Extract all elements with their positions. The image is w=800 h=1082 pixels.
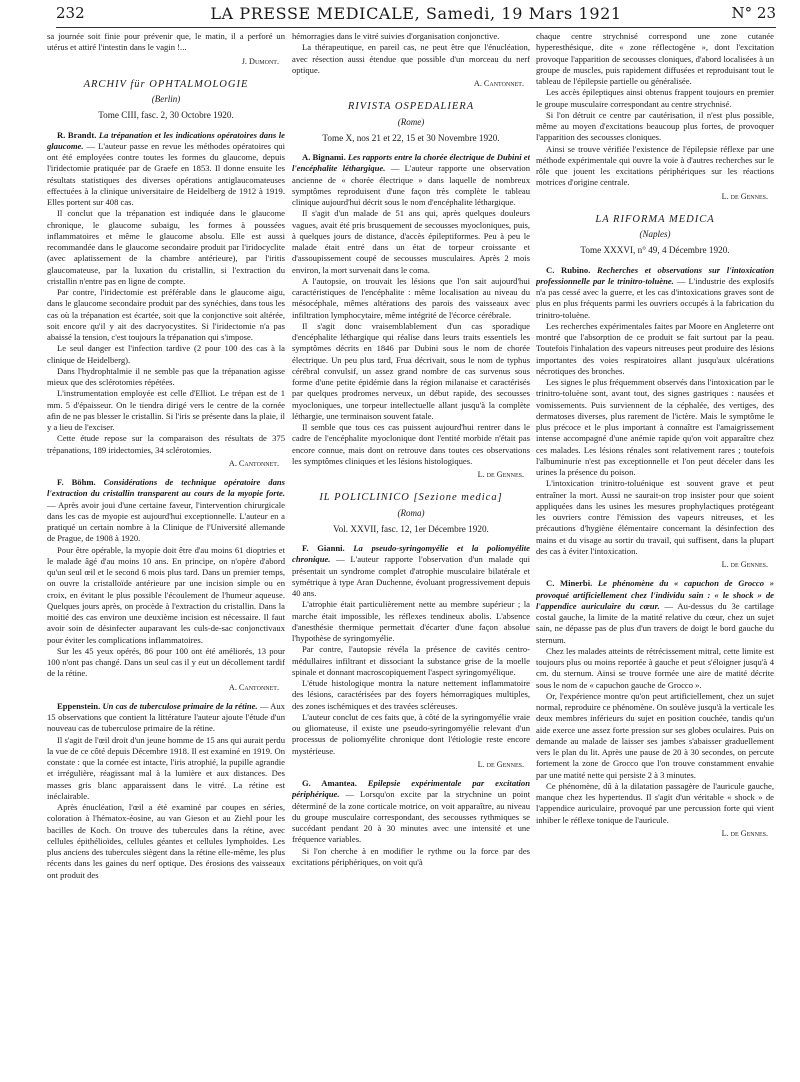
article-paragraph: Ce phénomène, dû à la dilatation passagère de l'auricule gauche, manque chez les hypertendus. Il s'agit d'un véritable « shock » de l'appendice auriculaire, provoqué par une percussion forte qui vient inhiber le réflexe tonique de l'auricule. [536, 780, 774, 825]
article-title: Un cas de tuberculose primaire de la rétine. [102, 700, 258, 711]
article-author: Eppenstein. [57, 700, 101, 711]
article-title: La trépanation et les indications opératoires dans le glaucome. [47, 129, 285, 151]
continued-paragraph: hémorragies dans le vitré suivies d'organisation conjonctive. [292, 31, 500, 41]
article-text: — Aux 15 observations que contient la littérature l'auteur ajoute l'étude d'un nouveau cas de tuberculose primaire de la rétine. [47, 700, 285, 734]
journal-title: IL POLICLINICO [Sezione medica] [319, 492, 503, 504]
signature: L. de Gennes. [721, 828, 768, 838]
article-lead [292, 152, 530, 208]
article-paragraph: Sur les 45 yeux opérés, 86 pour 100 ont été améliorés, 13 pour 100 n'ont pas changé. Dans un seul cas il y eut un décollement tardif de la rétine. [47, 645, 285, 679]
article-paragraph: Il semble que tous ces cas puissent aujourd'hui rentrer dans le cadre de l'encéphalite myoclonique dont l'entité morbide n'était pas encore connue, mais dont on retrouve dans toutes ces observations les symptômes cliniques et les lésions histologiques. [292, 422, 530, 466]
article-paragraph: La thérapeutique, en pareil cas, ne peut être que l'énucléation, avec résection aussi étendue que possible d'un morceau du nerf optique. [292, 42, 530, 75]
article-author: G. Amantea. [302, 778, 357, 788]
article-title: Recherches et observations sur l'intoxication professionnelle par le trinitro-toluène. [536, 264, 774, 286]
signature: J. Dumont. [241, 56, 279, 66]
journal-city: (Rome) [397, 116, 425, 127]
article-lead [47, 701, 285, 735]
journal-title: RIVISTA OSPEDALIERA [347, 101, 475, 113]
running-title: LA PRESSE MEDICALE, Samedi, 19 Mars 1921 [210, 4, 622, 23]
article-paragraph: Il s'agit donc vraisemblablement d'un cas sporadique d'encéphalite léthargique qui réalise dans leurs traits essentiels les symptômes décrits en 1846 par Dubini sous le nom de chorée électrique. Un peu plus tard, Frua décrivait, sous le nom de typhus cérébral convulsif, un assez grand nombre de cas survenus sous forme d'une petite épidémie dans la région milanaise et caractérisés par quelques prodromes nerveux, un début rapide, des secousses myocloniques, une torpeur intellectuelle allant jusqu'à la complète léthargie, une terminaison souvent fatale. [292, 320, 530, 421]
issue-number: N° 23 [731, 4, 776, 22]
article-paragraph: Chez les malades atteints de rétrécissement mitral, cette limite est toujours plus ou moins reportée à gauche et peut s'éloigner jusqu'à 4 cm. du sternum. Ainsi se trouve formée une aire de matité décrite sous le nom de « capuchon gauche de Grocco ». [536, 645, 774, 690]
article-paragraph: Il s'agit de l'œil droit d'un jeune homme de 15 ans qui aurait perdu la vue de ce côté depuis Décembre 1918. Il est examiné en 1919. On constate : que la cornée est intacte, l'iris atrophié, la pupille agrandie et irrégulière, réagissant mal à la lumière et aux distances. Des masses gris blanc apparaissent dans le vitré. La rétine est inéclairable. [47, 734, 285, 801]
article-paragraph: Il conclut que la trépanation est indiquée dans le glaucome chronique, le glaucome subaigu, les formes à poussées inflammatoires et même le glaucome absolu. Elle est aussi recommandée dans le glaucome secondaire produit par l'iridocyclite (avec aplatissement de la chambre antérieure), par l'iritis glaucomateuse, par la luxation du cristallin, si l'extraction du cristallin n'entre pas en ligne de compte. [47, 208, 285, 286]
article [536, 265, 774, 571]
signature: A. Cantonnet. [228, 682, 279, 692]
journal-issue: Tome XXXVI, n° 49, 4 Décembre 1920. [580, 245, 730, 256]
article-paragraph: L'intoxication trinitro-toluénique est souvent grave et peut entraîner la mort. Aussi ne saurait-on trop insister pour que soient appliquées dans les usines les mesures prophylactiques protégeant les ouvriers contre l'émission des vapeurs nitreuses, et les précautions d'hygiène élémentaire concernant la désinfection des mains et du visage au sortir du travail, qui suffisent, dans la plupart des cas à éviter l'intoxication. [536, 478, 774, 556]
article-paragraph: Après énucléation, l'œil a été examiné par coupes en séries, coloration à l'hématox-éosine, au van Gieson et au Ziehl pour les bacilles de Koch. On trouve des tubercules dans la rétine, avec cellules épithélioïdes, cellules géantes et cellules lymphoïdes. Les plus anciens des tubercules siègent dans la rétine elle-même, les plus récents dans les gaines du nerf optique. Des érosions des vaisseaux ont produit des [47, 802, 285, 880]
article-paragraph: L'étude histologique montra la nature nettement inflammatoire des lésions, caractérisées par des foyers hémorragiques multiples, des zones ischémiques et des travées scléreuses. [292, 678, 530, 711]
article-paragraph: Le seul danger est l'infection tardive (2 pour 100 des cas à la clinique de Heidelberg). [47, 343, 285, 365]
article-paragraph: L'auteur conclut de ces faits que, à côté de la syringomyélie vraie ou gliomateuse, il existe une pseudo-syringomyélie relevant d'un processus de poliomyélite chronique dont l'étiologie reste encore mystérieuse. [292, 711, 530, 756]
page-number: 232 [56, 4, 85, 22]
article-paragraph: Or, l'expérience montre qu'on peut artificiellement, chez un sujet normal, reproduire ce phénomène. On soulève jusqu'à la verticale les deux membres inférieurs du sujet en position couchée, tandis qu'un aide exerce une assez forte pression sur ses globes oculaires. Puis on demande au malade de laisser ses jambes s'abaisser graduellement vers le plan du lit. Après une pause de 20 à 30 secondes, on percute fortement la zone de Grocco que l'on trouve constamment envahie par une matité nette qui persiste 2 à 3 minutes. [536, 690, 774, 780]
article-title: Considérations de technique opératoire dans l'extraction du cristallin transparent au cours de la myopie forte. [47, 477, 285, 499]
article [292, 152, 530, 480]
article-lead [536, 265, 774, 321]
column-2 [292, 31, 530, 1077]
article [47, 130, 285, 470]
signature: L. de Gennes. [477, 759, 524, 769]
article-lead [47, 130, 285, 209]
journal-city: (Roma) [397, 507, 425, 518]
page-header [56, 4, 776, 26]
article-text: — L'industrie des explosifs n'a pas cessé avec la guerre, et les cas d'intoxications graves sont de plus en plus fréquents parmi les ouvriers occupés à la fabrication du trinitro-toluène. [536, 275, 774, 320]
journal-issue: Vol. XXVII, fasc. 12, 1er Décembre 1920. [333, 523, 489, 534]
article-paragraph: Il s'agit d'un malade de 51 ans qui, après quelques douleurs vagues, avait été pris brusquement de secousses myocloniques, puis, à quelques jours de distance, d'accès épileptiformes. Peu à peu le malade était entré dans un état de torpeur croissante et d'assoupissement coupé de secousses musculaires. Après 2 mois environ, la mort survenait dans le coma. [292, 208, 530, 275]
article-paragraph: Ainsi se trouve vérifiée l'existence de l'épilepsie réflexe par une méthode expérimentale qui ouvre la voie à d'autres recherches sur le rôle que jouent les excitations périphériques sur les réactions motrices d'origine centrale. [536, 143, 774, 188]
journal-issue: Tome CIII, fasc. 2, 30 Octobre 1920. [98, 110, 234, 121]
article-author: C. Rubino. [546, 264, 591, 275]
article-text: — L'auteur passe en revue les méthodes opératoires qui ont été employées contre toutes les formes du glaucome, depuis l'iridectomie pratiquée par de Graefe en 1853. Il donne ensuite les résultats statistiques des diverses opérations antiglaucomateuses effectuées à la clinique universitaire de Heidelberg de 1912 à 1919. Elles portent sur 408 cas. [47, 140, 285, 207]
signature: A. Cantonnet. [228, 458, 279, 468]
signature: L. de Gennes. [477, 470, 524, 479]
article-paragraph: Cette étude repose sur la comparaison des résultats de 375 trépanations, 189 iridectomies, 34 sclérotomies. [47, 433, 285, 455]
article-text: — Au-dessus du 3e cartilage costal gauche, la limite de la matité relative du cœur, chez un sujet sain, ne dépasse pas de plus d'un travers de doigt le bord gauche du sternum. [536, 600, 774, 645]
article-author: A. Bignami. [302, 152, 346, 162]
article-title: Epilepsie expérimentale par excitation périphérique. [292, 778, 530, 800]
column-1 [47, 31, 285, 1077]
article-paragraph: Si l'on détruit ce centre par cautérisation, il n'est plus possible, même au moyen d'excitations beaucoup plus fortes, de provoquer l'apparition des secousses cloniques. [536, 109, 774, 143]
article-paragraph: Par contre, l'autopsie révéla la présence de cavités centro-médullaires infiltrant et dissociant la substance grise de la moelle spinale et donnant macroscopiquement l'aspect syringomyélique. [292, 644, 530, 677]
article-lead [292, 543, 530, 599]
article-paragraph: Par contre, l'iridectomie est préférable dans le glaucome aigu, dans le glaucome secondaire produit par des synéchies, dans tous les cas où la trépanation est écartée, soit que la conjonctive soit altérée, soit encore qu'il y ait des dacryocystites. Si l'iridectomie n'a pas abaissé la tension, c'est toujours la trépanation qui s'impose. [47, 287, 285, 342]
article-lead [536, 578, 774, 646]
journal-title: ARCHIV für OPHTALMOLOGIE [83, 78, 249, 90]
journal-issue: Tome X, nos 21 et 22, 15 et 30 Novembre 1920. [322, 132, 500, 143]
article [292, 778, 530, 868]
article-lead [47, 477, 285, 545]
article-paragraph: Dans l'hydrophtalmie il ne semble pas que la trépanation agisse mieux que des sclérotomies répétées. [47, 365, 285, 387]
article-text: — Après avoir joui d'une certaine faveur, l'intervention chirurgicale dans les cas de myopie est aujourd'hui exceptionnelle. L'auteur en a pratiqué un certain nombre à la Clinique de l'Université allemande de Prague, de 1908 à 1920. [47, 499, 285, 544]
signature: L. de Gennes. [721, 191, 768, 201]
intro-paragraph: sa journée soit finie pour prévenir que, le matin, il a perforé un utérus et attiré l'intestin dans le vagin !... [47, 31, 285, 53]
article-text: — L'auteur rapporte une observation ancienne de « chorée électrique » dans laquelle de nombreux symptômes reproduisent d'une façon très complète le tableau clinique aujourd'hui décrit sous le nom d'encéphalite léthargique. [292, 163, 530, 207]
journal-city: (Naples) [639, 229, 671, 239]
header-rule [56, 27, 776, 28]
article-author: C. Minerbi. [546, 578, 593, 589]
article-author: F. Böhm. [57, 477, 96, 487]
article [47, 701, 285, 881]
article-paragraph: Les accès épileptiques ainsi obtenus frappent toujours en premier le groupe musculaire correspondant au centre strychnisé. [536, 87, 774, 109]
article-paragraph: L'atrophie était particulièrement nette au membre supérieur ; la marche était impossible, les réflexes tendineux abolis. L'absence d'anesthésie thermique permettait d'écarter d'une façon absolue l'hypothèse de syringomyélie. [292, 599, 530, 643]
article-title: Le phénomène du « capuchon de Grocco » provoqué artificiellement chez l'individu sain : « le shock » de l'appendice auriculaire du cœur. [536, 578, 774, 611]
article-text: — Lorsqu'on excite par la strychnine un point déterminé de la zone corticale motrice, on voit apparaître, au niveau du groupe musculaire correspondant, des secousses rythmiques se succédant pendant 20 à 30 minutes avec une intensité et une fréquence variables. [292, 789, 530, 845]
signature: A. Cantonnet. [473, 79, 524, 88]
article-paragraph: A l'autopsie, on trouvait les lésions que l'on sait aujourd'hui caractéristiques de l'encéphalite : même localisation au niveau du mésocéphale, mêmes altérations des parois des vaisseaux avec infiltration lymphocytaire, même intégrité de l'écorce cérébrale. [292, 275, 530, 320]
article-title: La pseudo-syringomyélie et la poliomyélite chronique. [292, 543, 530, 565]
article-paragraph: Les recherches expérimentales faites par Moore en Angleterre ont montré que l'absorption de ce produit se fait surtout par la peau. Toutefois l'inhalation des vapeurs nitreuses peut produire des lésions importantes des voies respiratoires allant jusqu'aux ulcérations nécrotiques des bronches. [536, 320, 774, 376]
column-3 [536, 31, 774, 1077]
article-paragraph: Les signes le plus fréquemment observés dans l'intoxication par le trinitro-toluène sont, avant tout, des signes gastriques : nausées et vomissements. Puis surviennent de la céphalée, des vertiges, des dermatoses diverses, plus rarement de l'ictère. Mais le symptôme le plus précoce et le plus important à connaître est l'amaigrissement intense accompagné d'une anémie rapide qu'on voit apparaître chez ces malades. Les lésions rénales sont relativement rares ; toutefois l'albuminurie n'est pas exceptionnelle et l'on peut déceler dans les urines la présence du poison. [536, 377, 774, 477]
signature: L. de Gennes. [721, 560, 768, 569]
article-author: F. Gianni. [302, 543, 345, 553]
article-lead [292, 778, 530, 846]
journal-title: LA RIFORMA MEDICA [595, 213, 715, 225]
article-text: — L'auteur rapporte l'observation d'un malade qui présentait un syndrome complet d'atrophie musculaire bilatérale et symétrique à type Aran Duchenne, évoluant progressivement depuis 40 ans. [292, 554, 530, 598]
article-paragraph: Pour être opérable, la myopie doit être d'au moins 61 dioptries et le malade âgé d'au moins 10 ans. En principe, on n'opère d'abord qu'un seul œil et le second 6 mois plus tard. Dans un premier temps, on ouvre la cristalloïde antérieure par une incision simple ou en croix, en évitant le plus possible l'écoulement de l'humeur aqueuse. Quelques jours après, on procède à l'extraction du cristallin. Dans la moitié des cas environ une deuxième incision est nécessaire. Il faut avoir soin de désinfecter auparavant les culs-de-sac conjonctivaux pour éviter les complications inflammatoires. [47, 544, 285, 645]
article [536, 578, 774, 839]
article-title: Les rapports entre la chorée électrique de Dubini et l'encéphalite léthargique. [292, 152, 530, 174]
article-author: R. Brandt. [57, 129, 97, 140]
article [47, 477, 285, 693]
article-paragraph: L'instrumentation employée est celle d'Elliot. Le trépan est de 1 mm. 5 d'épaisseur. On le tiendra dirigé vers le centre de la cornée afin de ne pas blesser le cristallin. Si l'iris se présente dans la plaie, il y a lieu de l'exciser. [47, 388, 285, 432]
article [292, 543, 530, 770]
continued-paragraph: chaque centre strychnisé correspond une zone cutanée hyperesthésique, dite « zone réflectogène », dont l'excitation provoque l'apparition de secousses cloniques, d'abord localisées à un groupe de muscles, puis rapidement diffusées et reproduisant tout le tableau de l'épilepsie partielle ou généralisée. [536, 31, 774, 86]
article-paragraph: Si l'on cherche à en modifier le rythme ou la force par des excitations périphériques, on voit qu'à [292, 845, 530, 867]
journal-city: (Berlin) [151, 94, 181, 104]
